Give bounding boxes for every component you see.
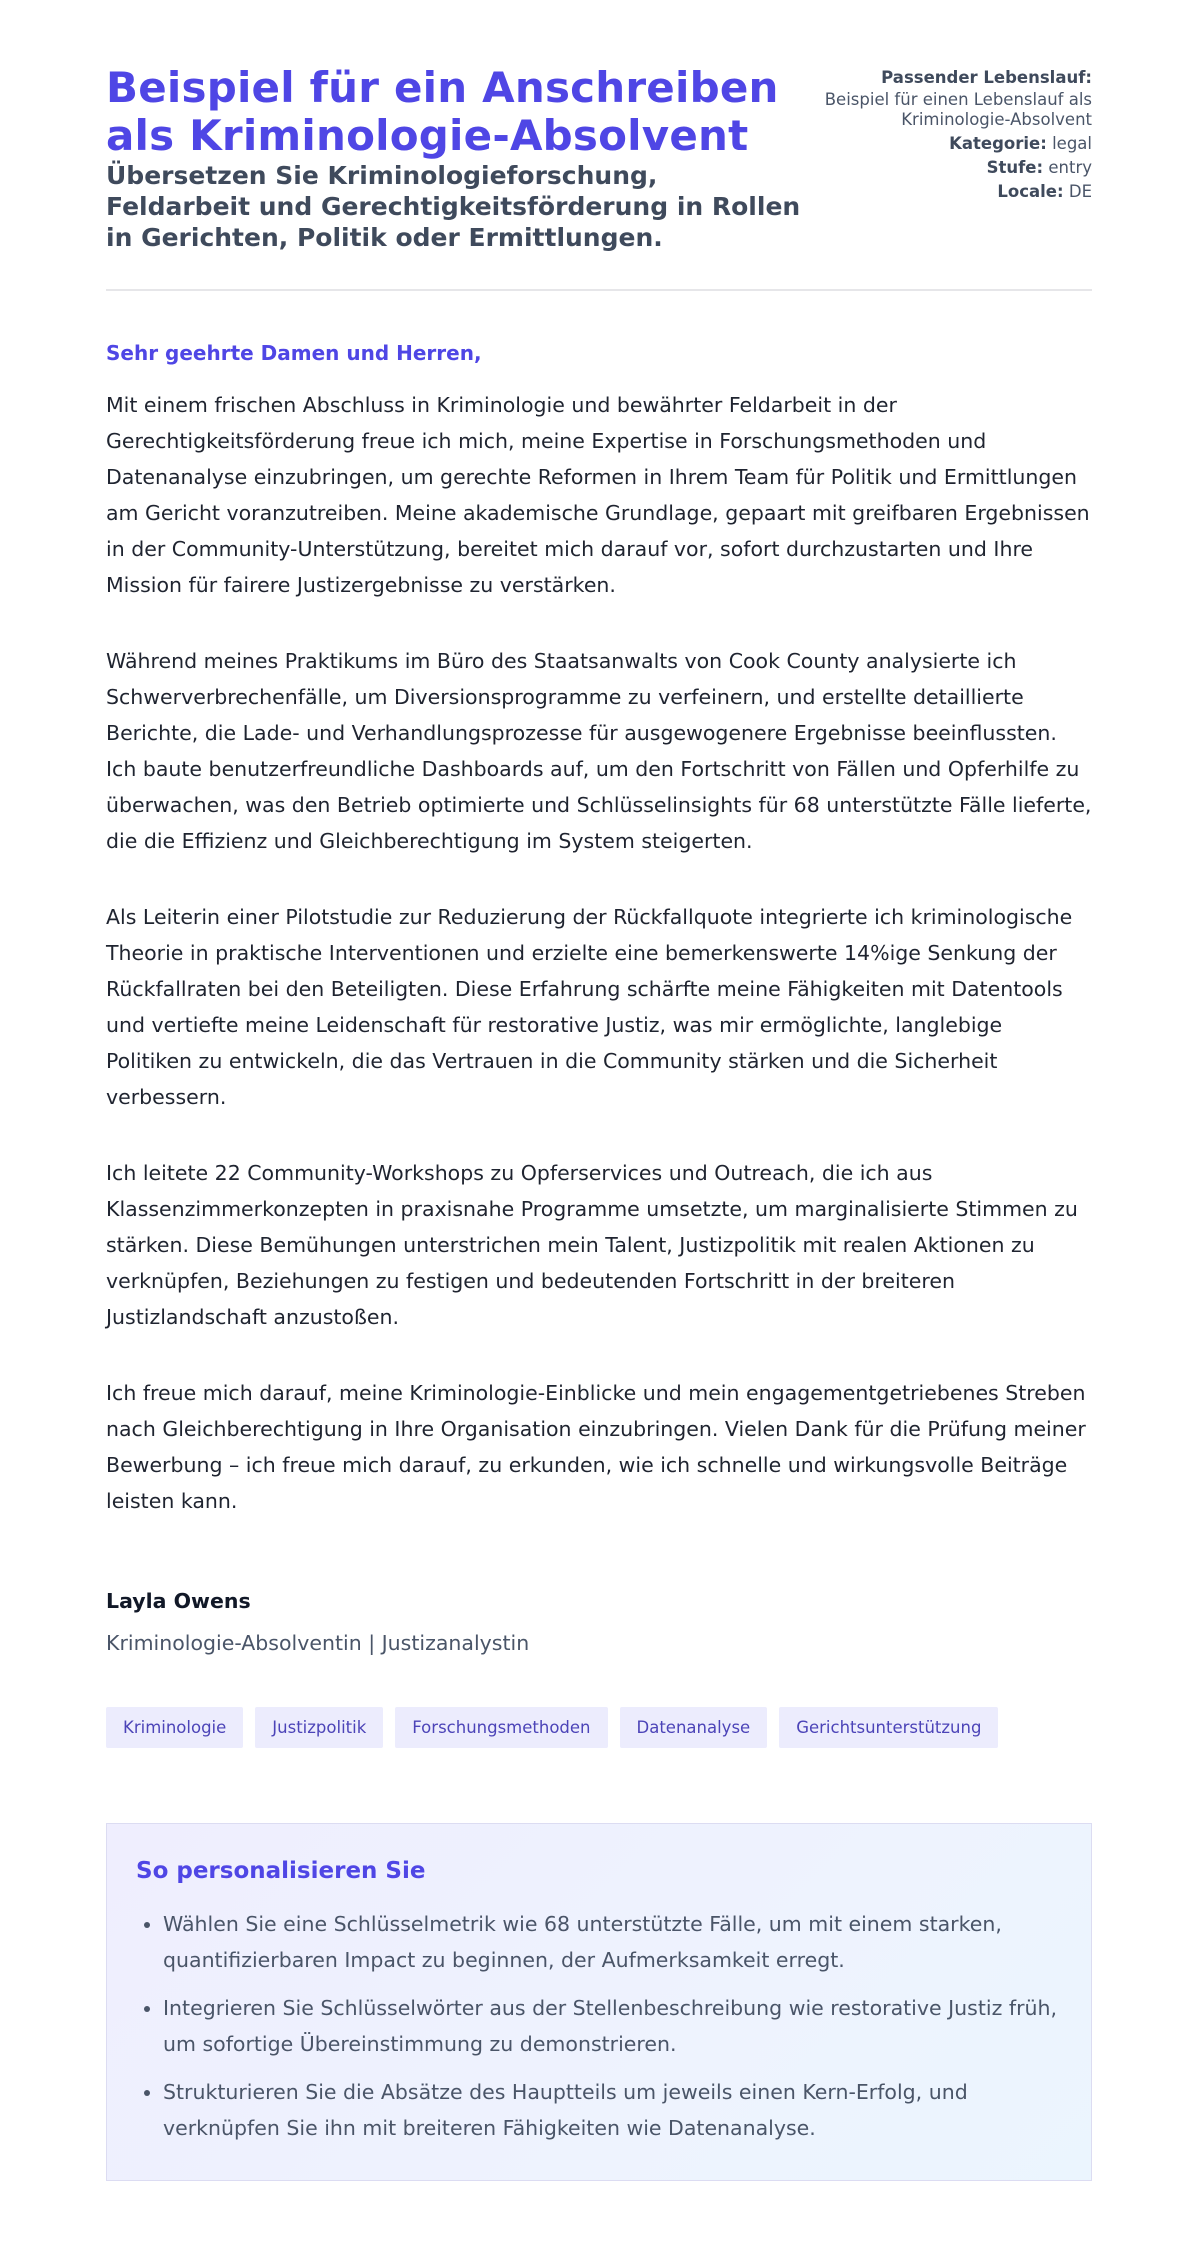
meta-resume-value: Beispiel für einen Lebenslauf als Kriminologie-Absolvent [824, 90, 1092, 129]
tip-item: • Wählen Sie eine Schlüsselmetrik wie 68 unterstützte Fälle, um mit einem starken, quantifizierbaren Impact zu beginnen, der Aufmerksamkeit erregt. [163, 1906, 1062, 1978]
skill-tags [106, 1707, 1092, 1748]
letter-paragraph-5: Ich freue mich darauf, meine Kriminologie-Einblicke und mein engagementgetriebenes Streben nach Gleichberechtigung in Ihre Organisation einzubringen. Vielen Dank für die Prüfung meiner Bewerbung – ich freue mich darauf, zu erkunden, wie ich schnelle und wirkungsvolle Beiträge leisten kann. [106, 1381, 1086, 1513]
tip-item: • Strukturieren Sie die Absätze des Hauptteils um jeweils einen Kern-Erfolg, und verknüpfen Sie ihn mit breiteren Fähigkeiten wie Datenanalyse. [163, 2074, 1062, 2146]
meta-category-label: Kategorie: [949, 134, 1047, 153]
page-subtitle: Übersetzen Sie Kriminologieforschung, Feldarbeit und Gerechtigkeitsförderung in Rollen in Gerichten, Politik oder Ermittlungen. [106, 161, 801, 252]
meta-locale [812, 182, 1092, 202]
letter-paragraph-4: Ich leitete 22 Community-Workshops zu Opferservices und Outreach, die ich aus Klassenzimmerkonzepten in praxisnahe Programme umsetzte, um marginalisierte Stimmen zu stärken. Diese Bemühungen unterstrichen mein Talent, Justizpolitik mit realen Aktionen zu verknüpfen, Beziehungen zu festigen und bedeutenden Fortschritt in der breiteren Justizlandschaft anzustoßen. [106, 1161, 1078, 1329]
tag-justizpolitik: Justizpolitik [255, 1707, 383, 1748]
page-title: Beispiel für ein Anschreiben als Kriminologie-Absolvent [106, 63, 779, 160]
tips-list [136, 1906, 1062, 2146]
meta-category [812, 134, 1092, 154]
signature-block [106, 1589, 1092, 1655]
tips-title: So personalisieren Sie [136, 1858, 426, 1884]
meta-level [812, 158, 1092, 178]
meta-resume-label: Passender Lebenslauf: [881, 68, 1092, 87]
meta-category-value: legal [1052, 134, 1092, 153]
signature-name: Layla Owens [106, 1589, 251, 1613]
meta-locale-value: DE [1068, 182, 1092, 201]
letter-body [106, 341, 1092, 1519]
personalization-tips-card [106, 1823, 1092, 2181]
salutation: Sehr geehrte Damen und Herren, [106, 341, 482, 365]
tag-datenanalyse: Datenanalyse [620, 1707, 768, 1748]
tag-forschungsmethoden: Forschungsmethoden [395, 1707, 607, 1748]
meta-panel [812, 68, 1092, 206]
page-header [106, 64, 1092, 291]
letter-paragraph-3: Als Leiterin einer Pilotstudie zur Reduzierung der Rückfallquote integrierte ich kriminologische Theorie in praktische Interventionen und erzielte eine bemerkenswerte 14%ige Senkung der Rückfallraten bei den Beteiligten. Diese Erfahrung schärfte meine Fähigkeiten mit Datentools und vertiefte meine Leidenschaft für restorative Justiz, was mir ermöglichte, langlebige Politiken zu entwickeln, die das Vertrauen in die Community stärken und die Sicherheit verbessern. [106, 905, 1073, 1109]
tag-kriminologie: Kriminologie [106, 1707, 243, 1748]
meta-level-label: Stufe: [986, 158, 1044, 177]
meta-locale-label: Locale: [997, 182, 1064, 201]
letter-paragraph-2: Während meines Praktikums im Büro des Staatsanwalts von Cook County analysierte ich Schwerverbrechenfälle, um Diversionsprogramme zu verfeinern, und erstellte detaillierte Berichte, die Lade- und Verhandlungsprozesse für ausgewogenere Ergebnisse beeinflussten. Ich baute benutzerfreundliche Dashboards auf, um den Fortschritt von Fällen und Opferhilfe zu überwachen, was den Betrieb optimierte und Schlüsselinsights für 68 unterstützte Fälle lieferte, die die Effizienz und Gleichberechtigung im System steigerten. [106, 649, 1092, 853]
signature-role: Kriminologie-Absolventin | Justizanalystin [106, 1631, 530, 1655]
letter-paragraph-1: Mit einem frischen Abschluss in Kriminologie und bewährter Feldarbeit in der Gerechtigkeitsförderung freue ich mich, meine Expertise in Forschungsmethoden und Datenanalyse einzubringen, um gerechte Reformen in Ihrem Team für Politik und Ermittlungen am Gericht voranzutreiben. Meine akademische Grundlage, gepaart mit greifbaren Ergebnissen in der Community-Unterstützung, bereitet mich darauf vor, sofort durchzustarten und Ihre Mission für fairere Justizergebnisse zu verstärken. [106, 393, 1090, 597]
meta-level-value: entry [1048, 158, 1092, 177]
title-block [106, 64, 806, 253]
tip-item: • Integrieren Sie Schlüsselwörter aus der Stellenbeschreibung wie restorative Justiz früh, um sofortige Übereinstimmung zu demonstrieren. [163, 1990, 1062, 2062]
cover-letter-page [106, 0, 1092, 2221]
tag-gerichtsunterstuetzung: Gerichtsunterstützung [779, 1707, 998, 1748]
